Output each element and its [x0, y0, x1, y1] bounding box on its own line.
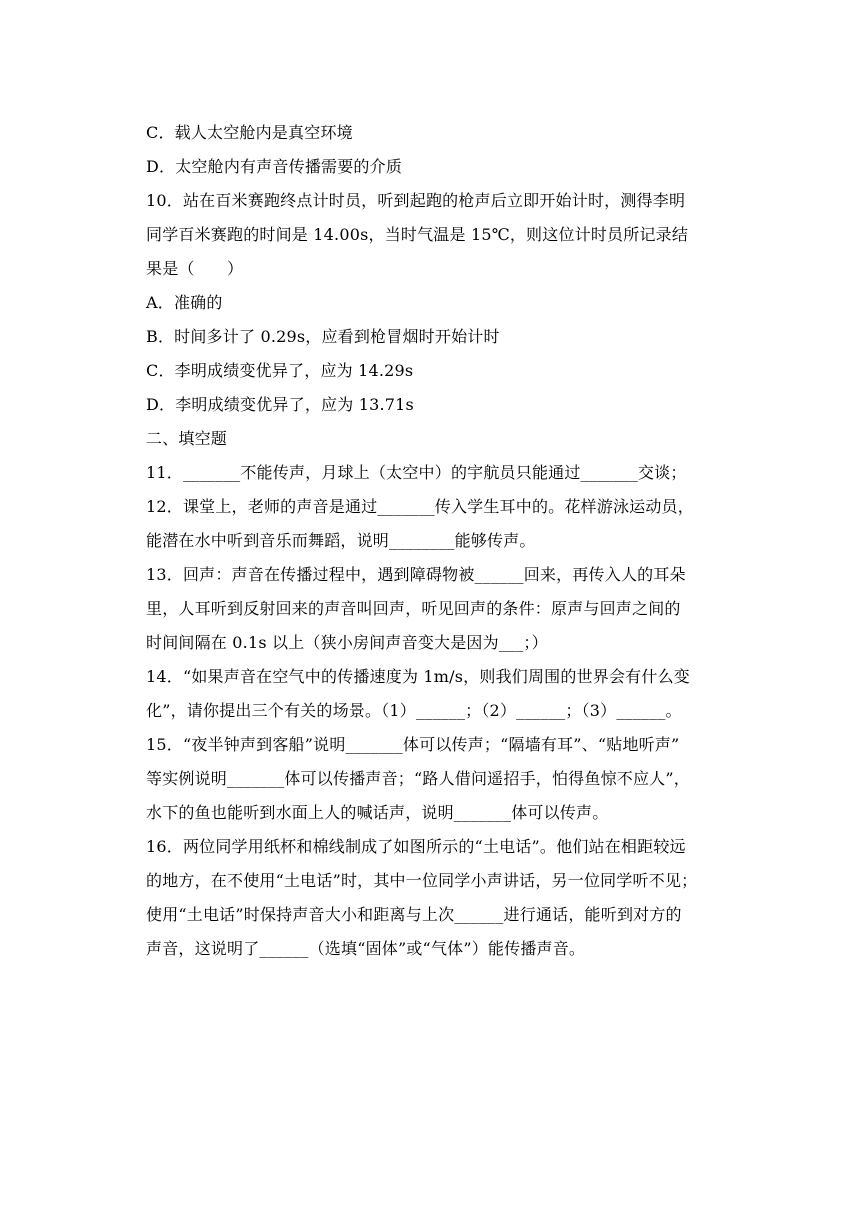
question-10-line-1: 10．站在百米赛跑终点计时员，听到起跑的枪声后立即开始计时，测得李明 — [146, 191, 686, 210]
question-15-line-3: 水下的鱼也能听到水面上人的喊话声，说明_______体可以传声。 — [146, 803, 609, 822]
option-c-q10: C．李明成绩变优异了，应为 14.29s — [146, 361, 414, 380]
question-15-line-1: 15．“夜半钟声到客船”说明_______体可以传声；“隔墙有耳”、“贴地听声” — [146, 735, 680, 754]
document-content — [146, 116, 716, 966]
question-13-line-1: 13．回声：声音在传播过程中，遇到障碍物被______回来，再传入人的耳朵 — [146, 565, 686, 584]
option-c-q9: C．载人太空舱内是真空环境 — [146, 123, 353, 142]
question-14-line-1: 14．“如果声音在空气中的传播速度为 1m/s，则我们周围的世界会有什么变 — [146, 667, 690, 686]
question-13-line-2: 里，人耳听到反射回来的声音叫回声，听见回声的条件：原声与回声之间的 — [146, 599, 681, 618]
option-a-q10: A．准确的 — [146, 293, 223, 312]
question-15-line-2: 等实例说明_______体可以传播声音；“路人借问遥招手，怕得鱼惊不应人”， — [146, 769, 690, 788]
question-10-line-3: 果是（ ） — [146, 259, 244, 278]
question-10-line-2: 同学百米赛跑的时间是 14.00s，当时气温是 15℃，则这位计时员所记录结 — [146, 225, 689, 244]
question-12-line-2: 能潜在水中听到音乐而舞蹈，说明________能够传声。 — [146, 531, 536, 550]
question-16-line-4: 声音，这说明了______（选填“固体”或“气体”）能传播声音。 — [146, 939, 586, 958]
option-d-q10: D．李明成绩变优异了，应为 13.71s — [146, 395, 414, 414]
option-d-q9: D．太空舱内有声音传播需要的介质 — [146, 157, 403, 176]
question-16-line-2: 的地方，在不使用“土电话”时，其中一位同学小声讲话，另一位同学听不见； — [146, 871, 698, 890]
question-16-line-1: 16．两位同学用纸杯和棉线制成了如图所示的“土电话”。他们站在相距较远 — [146, 837, 686, 856]
question-14-line-2: 化”，请你提出三个有关的场景。（1）______；（2）______；（3）______。 — [146, 701, 682, 720]
question-11: 11．_______不能传声，月球上（太空中）的宇航员只能通过_______交谈； — [146, 463, 687, 482]
section-heading-fill-in: 二、填空题 — [146, 429, 228, 448]
question-16-line-3: 使用“土电话”时保持声音大小和距离与上次______进行通话，能听到对方的 — [146, 905, 682, 924]
question-12-line-1: 12．课堂上，老师的声音是通过_______传入学生耳中的。花样游泳运动员， — [146, 497, 694, 516]
question-13-line-3: 时间间隔在 0.1s 以上（狭小房间声音变大是因为___；） — [146, 633, 548, 652]
option-b-q10: B．时间多计了 0.29s，应看到枪冒烟时开始计时 — [146, 327, 500, 346]
